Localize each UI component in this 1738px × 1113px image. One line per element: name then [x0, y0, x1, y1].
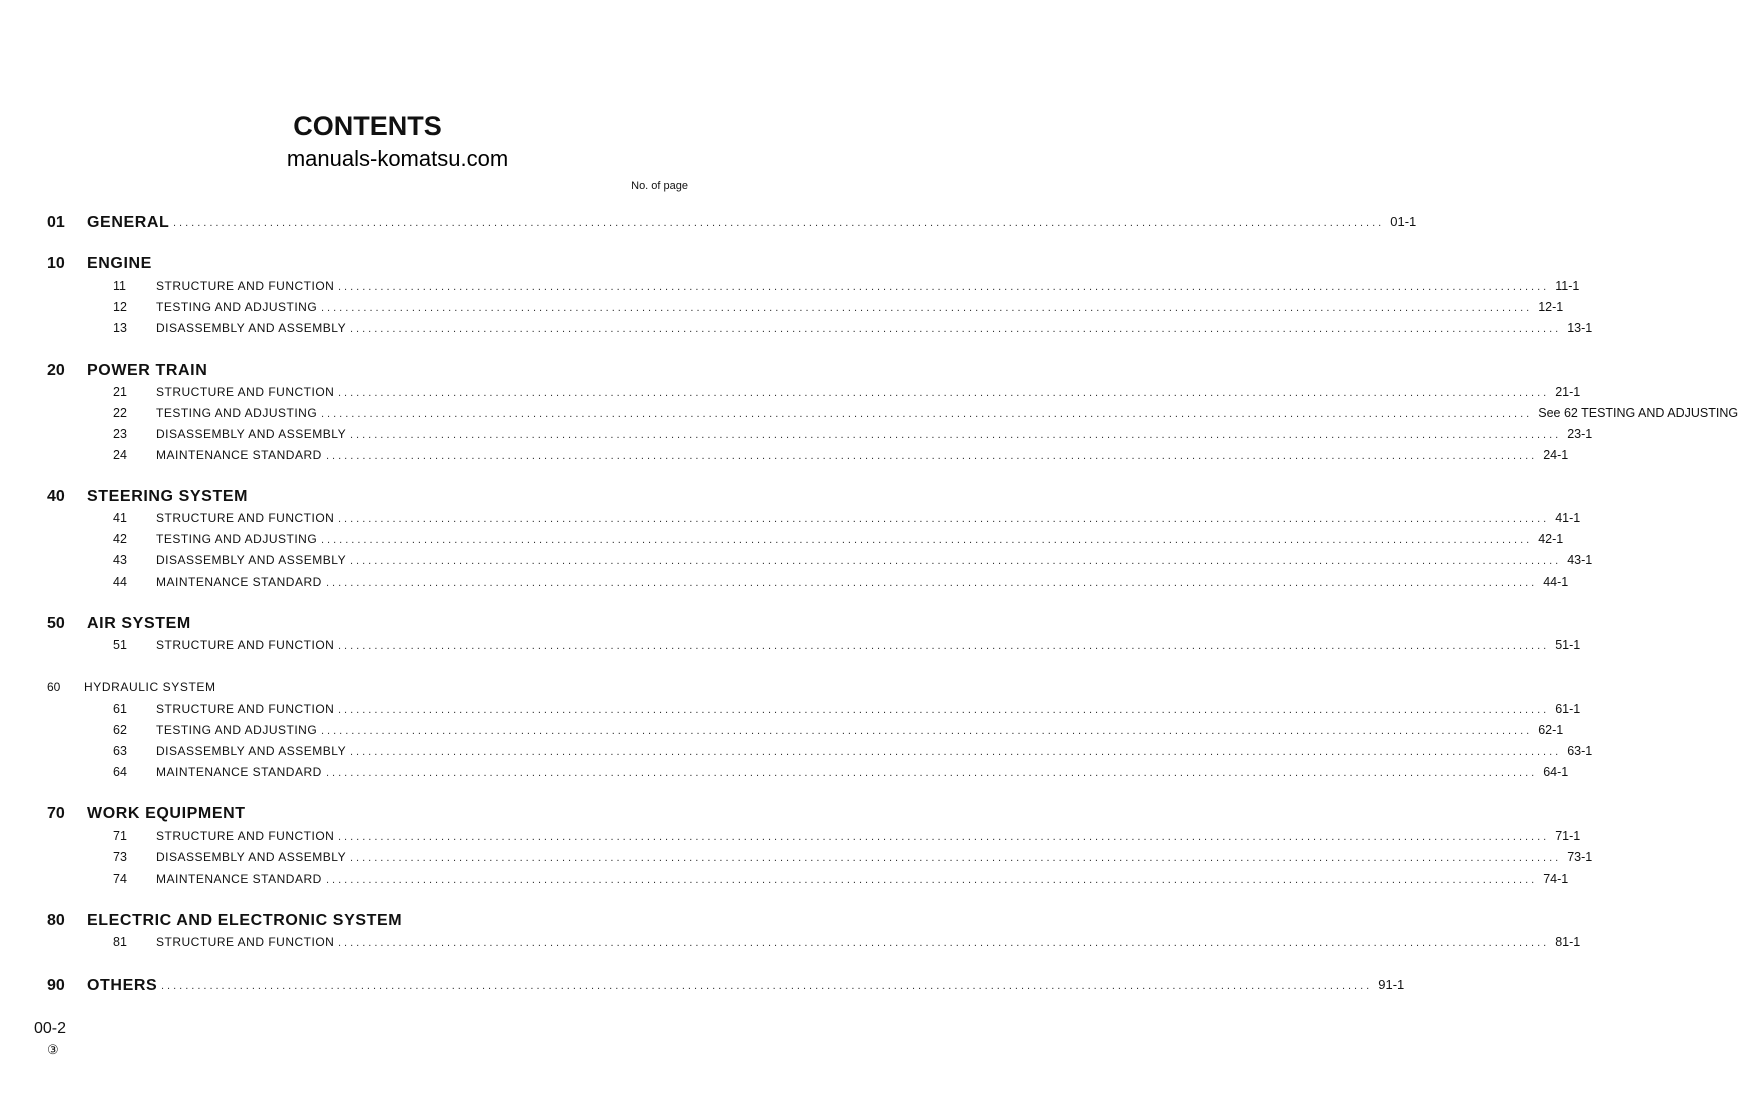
- page-reference: 81-1: [1555, 935, 1581, 949]
- section-number: 50: [47, 615, 65, 632]
- section-number: 62: [113, 723, 127, 737]
- section-title: STRUCTURE AND FUNCTION: [156, 829, 335, 843]
- page-reference: 42-1: [1538, 532, 1564, 546]
- section-title: TESTING AND ADJUSTING: [156, 300, 318, 314]
- section-title: MAINTENANCE STANDARD: [156, 872, 322, 886]
- toc-entry[interactable]: [0, 511, 1581, 531]
- toc-section[interactable]: [0, 214, 1417, 234]
- page-reference: 61-1: [1555, 702, 1581, 716]
- page-reference: See 62 TESTING AND ADJUSTING: [1538, 406, 1738, 420]
- toc-entry[interactable]: [0, 321, 1593, 341]
- section-number: 41: [113, 511, 127, 525]
- section-title: STRUCTURE AND FUNCTION: [156, 702, 335, 716]
- page-reference: 11-1: [1555, 279, 1580, 293]
- section-number: 51: [113, 638, 127, 652]
- toc-entry[interactable]: [0, 300, 1564, 320]
- toc-entry[interactable]: [0, 406, 1738, 426]
- toc-section[interactable]: [0, 362, 795, 382]
- section-title: WORK EQUIPMENT: [87, 805, 246, 822]
- section-title: AIR SYSTEM: [87, 615, 191, 632]
- toc-entry[interactable]: [0, 385, 1581, 405]
- section-number: 74: [113, 872, 127, 886]
- leader-dots: ........................................................................................................................................................................................................: [321, 534, 1533, 546]
- leader-dots: ........................................................................................................................................................................................................: [321, 408, 1533, 420]
- page-reference: 74-1: [1543, 872, 1569, 886]
- section-title: HYDRAULIC SYSTEM: [84, 680, 216, 694]
- revision-mark: ③: [47, 1042, 59, 1057]
- section-number: 63: [113, 744, 127, 758]
- leader-dots: ........................................................................................................................................................................................................: [161, 980, 1373, 992]
- leader-dots: ........................................................................................................................................................................................................: [338, 937, 1550, 949]
- leader-dots: ........................................................................................................................................................................................................: [321, 302, 1533, 314]
- section-number: 70: [47, 805, 65, 822]
- page-reference: 62-1: [1538, 723, 1564, 737]
- section-title: STEERING SYSTEM: [87, 488, 249, 505]
- section-title: GENERAL: [87, 214, 170, 231]
- toc-entry[interactable]: [0, 427, 1593, 447]
- page-reference: 21-1: [1555, 385, 1581, 399]
- section-title: DISASSEMBLY AND ASSEMBLY: [156, 744, 347, 758]
- leader-dots: ........................................................................................................................................................................................................: [338, 831, 1550, 843]
- section-title: MAINTENANCE STANDARD: [156, 765, 322, 779]
- page-reference: 23-1: [1567, 427, 1593, 441]
- leader-dots: ........................................................................................................................................................................................................: [173, 217, 1385, 229]
- page-reference: 41-1: [1555, 511, 1581, 525]
- page-reference: 13-1: [1567, 321, 1593, 335]
- section-number: 01: [47, 214, 65, 231]
- section-number: 80: [47, 912, 65, 929]
- section-title: ELECTRIC AND ELECTRONIC SYSTEM: [87, 912, 403, 929]
- section-title: STRUCTURE AND FUNCTION: [156, 935, 335, 949]
- page-reference: 73-1: [1567, 850, 1593, 864]
- section-title: DISASSEMBLY AND ASSEMBLY: [156, 850, 347, 864]
- leader-dots: ........................................................................................................................................................................................................: [338, 704, 1550, 716]
- toc-entry[interactable]: [0, 702, 1581, 722]
- section-number: 73: [113, 850, 127, 864]
- leader-dots: ........................................................................................................................................................................................................: [350, 323, 1562, 335]
- page-reference: 63-1: [1567, 744, 1593, 758]
- page-number: 00-2: [34, 1020, 67, 1037]
- toc-entry[interactable]: [0, 279, 1580, 299]
- page-reference: 43-1: [1567, 553, 1593, 567]
- toc-section[interactable]: [0, 615, 795, 635]
- page-reference: 44-1: [1543, 575, 1569, 589]
- column-header: No. of page: [631, 180, 688, 192]
- section-number: 23: [113, 427, 127, 441]
- section-number: 12: [113, 300, 127, 314]
- section-number: 81: [113, 935, 127, 949]
- section-number: 90: [47, 977, 65, 994]
- page-reference: 64-1: [1543, 765, 1569, 779]
- page-reference: 24-1: [1543, 448, 1569, 462]
- toc-section[interactable]: [0, 977, 1405, 997]
- toc-entry[interactable]: [0, 765, 1569, 785]
- leader-dots: ........................................................................................................................................................................................................: [350, 852, 1562, 864]
- toc-entry[interactable]: [0, 872, 1569, 892]
- page-reference: 51-1: [1555, 638, 1581, 652]
- page-reference: 91-1: [1378, 977, 1405, 992]
- section-title: STRUCTURE AND FUNCTION: [156, 385, 335, 399]
- toc-entry[interactable]: [0, 638, 1581, 658]
- section-title: STRUCTURE AND FUNCTION: [156, 511, 335, 525]
- section-number: 44: [113, 575, 127, 589]
- page-title: [0, 110, 795, 142]
- leader-dots: ........................................................................................................................................................................................................: [350, 429, 1562, 441]
- toc-entry[interactable]: [0, 532, 1564, 552]
- leader-dots: ........................................................................................................................................................................................................: [350, 746, 1562, 758]
- page-reference: 71-1: [1555, 829, 1581, 843]
- section-title: OTHERS: [87, 977, 158, 994]
- toc-entry[interactable]: [0, 575, 1569, 595]
- section-number: 43: [113, 553, 127, 567]
- page-reference: 12-1: [1538, 300, 1564, 314]
- section-number: 13: [113, 321, 127, 335]
- section-number: 22: [113, 406, 127, 420]
- leader-dots: ........................................................................................................................................................................................................: [338, 281, 1550, 293]
- toc-entry[interactable]: [0, 723, 1564, 743]
- section-number: 71: [113, 829, 127, 843]
- section-title: DISASSEMBLY AND ASSEMBLY: [156, 553, 347, 567]
- section-number: 60: [47, 680, 61, 694]
- section-number: 24: [113, 448, 127, 462]
- section-number: 11: [113, 279, 126, 293]
- leader-dots: ........................................................................................................................................................................................................: [321, 725, 1533, 737]
- section-number: 20: [47, 362, 65, 379]
- toc-section[interactable]: [0, 912, 795, 932]
- title-text: CONTENTS: [293, 111, 442, 141]
- toc-entry[interactable]: [0, 935, 1581, 955]
- section-title: TESTING AND ADJUSTING: [156, 723, 318, 737]
- leader-dots: ........................................................................................................................................................................................................: [338, 513, 1550, 525]
- toc-entry[interactable]: [0, 850, 1593, 870]
- section-title: STRUCTURE AND FUNCTION: [156, 638, 335, 652]
- toc-entry[interactable]: [0, 829, 1581, 849]
- page-reference: 01-1: [1390, 214, 1417, 229]
- leader-dots: ........................................................................................................................................................................................................: [326, 450, 1538, 462]
- leader-dots: ........................................................................................................................................................................................................: [326, 874, 1538, 886]
- section-title: DISASSEMBLY AND ASSEMBLY: [156, 321, 347, 335]
- section-number: 40: [47, 488, 65, 505]
- leader-dots: ........................................................................................................................................................................................................: [338, 640, 1550, 652]
- toc-entry[interactable]: [0, 448, 1569, 468]
- section-title: ENGINE: [87, 255, 152, 272]
- leader-dots: ........................................................................................................................................................................................................: [326, 767, 1538, 779]
- section-title: STRUCTURE AND FUNCTION: [156, 279, 335, 293]
- toc-entry[interactable]: [0, 744, 1593, 764]
- section-title: TESTING AND ADJUSTING: [156, 406, 318, 420]
- section-title: POWER TRAIN: [87, 362, 208, 379]
- section-title: MAINTENANCE STANDARD: [156, 575, 322, 589]
- section-number: 61: [113, 702, 127, 716]
- section-title: DISASSEMBLY AND ASSEMBLY: [156, 427, 347, 441]
- section-number: 64: [113, 765, 127, 779]
- toc-section[interactable]: [0, 680, 795, 700]
- toc-section[interactable]: [0, 488, 795, 508]
- toc-entry[interactable]: [0, 553, 1593, 573]
- section-number: 21: [113, 385, 127, 399]
- section-title: TESTING AND ADJUSTING: [156, 532, 318, 546]
- section-number: 10: [47, 255, 65, 272]
- section-number: 42: [113, 532, 127, 546]
- watermark: manuals-komatsu.com: [286, 146, 509, 171]
- leader-dots: ........................................................................................................................................................................................................: [350, 555, 1562, 567]
- toc-section[interactable]: [0, 805, 795, 825]
- leader-dots: ........................................................................................................................................................................................................: [326, 577, 1538, 589]
- section-title: MAINTENANCE STANDARD: [156, 448, 322, 462]
- leader-dots: ........................................................................................................................................................................................................: [338, 387, 1550, 399]
- toc-section[interactable]: [0, 255, 795, 275]
